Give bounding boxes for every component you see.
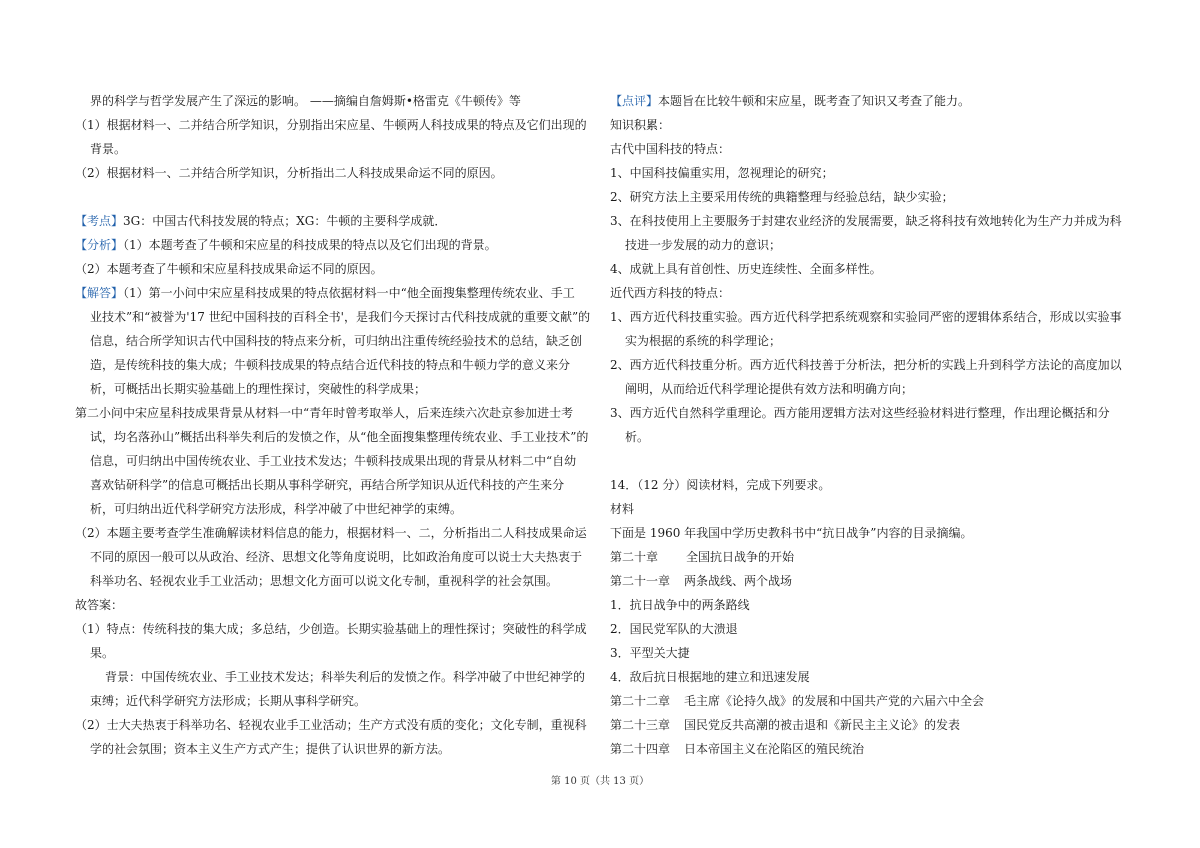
chapter-number: 第二十三章 (610, 718, 671, 732)
toc-chapter (610, 569, 1130, 593)
jieda-text: （1）第一小问中宋应星科技成果的特点依据材料一中“他全面搜集整理传统农业、手工 (123, 286, 575, 300)
fenxi-tag: 【分析】 (75, 238, 124, 252)
jieda-line: 喜欢钻研科学”的信息可概括出长期从事科学研究，再结合所学知识从近代科技的产生来分 (90, 478, 565, 492)
ancient-item: 2、研究方法上主要采用传统的典籍整理与经验总结，缺少实验； (610, 190, 954, 204)
right-column (610, 89, 1130, 761)
ancient-item-cont: 技进一步发展的动力的意识； (625, 238, 782, 252)
fenxi-text: （1）本题考查了牛顿和宋应星的科技成果的特点以及它们出现的背景。 (123, 238, 497, 252)
page-footer: 第 10 页（共 13 页） (550, 776, 650, 787)
chapter-number: 第二十一章 (610, 574, 671, 588)
ancient-item: 1、中国科技偏重实用，忽视理论的研究； (610, 166, 834, 180)
answer-line: 学的社会氛围；资本主义生产方式产生；提供了认识世界的新方法。 (90, 742, 451, 756)
jieda-line: 信息，结合所学知识古代中国科技的特点来分析，可归纳出注重传统经验技术的总结，缺乏创 (90, 334, 583, 348)
question-1-cont: 背景。 (90, 142, 127, 156)
fenxi-line (75, 233, 595, 257)
toc-subitem: 1．抗日战争中的两条路线 (610, 598, 750, 612)
modern-item: 2、西方近代科技重分析。西方近代科技善于分析法，把分析的实践上升到科学方法论的高度加以 (610, 358, 1122, 372)
jieda-line: 析，可概括出长期实验基础上的理性探讨，突破性的科学成果； (90, 382, 427, 396)
material-intro: 下面是 1960 年我国中学历史教科书中“抗日战争”内容的目录摘编。 (610, 526, 973, 540)
ancient-item: 4、成就上具有首创性、历史连续性、全面多样性。 (610, 262, 882, 276)
chapter-title: 国民党反共高潮的被击退和《新民主主义论》的发表 (684, 718, 961, 732)
modern-item-cont: 阐明，从而给近代科学理论提供有效方法和明确方向； (625, 382, 914, 396)
answer-line: （1）特点：传统科技的集大成；多总结，少创造。长期实验基础上的理性探讨；突破性的科学成 (75, 622, 587, 636)
chapter-number: 第二十章 (610, 550, 659, 564)
modern-item-cont: 析。 (625, 430, 650, 444)
toc-subitem: 4．敌后抗日根据地的建立和迅速发展 (610, 670, 810, 684)
chapter-title: 两条战线、两个战场 (684, 574, 793, 588)
dianping-tag: 【点评】 (610, 94, 659, 108)
material-source-line: 界的科学与哲学发展产生了深远的影响。 ——摘编自詹姆斯•格雷克《牛顿传》等 (90, 94, 521, 108)
chapter-number: 第二十二章 (610, 694, 671, 708)
answer-line: 背景：中国传统农业、手工业技术发达；科举失利后的发愤之作。科学冲破了中世纪神学的 (105, 670, 586, 684)
dianping-line (610, 89, 1130, 113)
toc-subitem: 2．国民党军队的大溃退 (610, 622, 738, 636)
kaodian-tag: 【考点】 (75, 214, 124, 228)
jieda-line: （2）本题主要考查学生准确解读材料信息的能力，根据材料一、二，分析指出二人科技成果命运 (75, 526, 587, 540)
answer-line: 果。 (90, 646, 115, 660)
chapter-title: 毛主席《论持久战》的发展和中国共产党的六届六中全会 (684, 694, 985, 708)
question-14: 14．（12 分）阅读材料，完成下列要求。 (610, 478, 831, 492)
jieda-line: 不同的原因一般可以从政治、经济、思想文化等角度说明，比如政治角度可以说士大夫热衷于 (90, 550, 583, 564)
toc-chapter (610, 545, 1130, 569)
jieda-line: 试，均名落孙山”概括出科举失利后的发愤之作，从“他全面搜集整理传统农业、手工业技术”的 (90, 430, 589, 444)
jieda-tag: 【解答】 (75, 286, 124, 300)
toc-subitem: 3．平型关大捷 (610, 646, 690, 660)
toc-chapter (610, 713, 1130, 737)
jieda-line: 信息，可归纳出中国传统农业、手工业技术发达；牛顿科技成果出现的背景从材料二中“自幼 (90, 454, 577, 468)
toc-block (610, 545, 1130, 761)
kaodian-text: 3G：中国古代科技发展的特点；XG：牛顿的主要科学成就． (123, 214, 447, 228)
modern-item: 3、西方近代自然科学重理论。西方能用逻辑方法对这些经验材料进行整理，作出理论概括和分 (610, 406, 1110, 420)
material-label: 材料 (610, 502, 635, 516)
toc-chapter (610, 737, 1130, 761)
left-column (75, 89, 595, 761)
ancient-item: 3、在科技使用上主要服务于封建农业经济的发展需要，缺乏将科技有效地转化为生产力并成为科 (610, 214, 1122, 228)
dianping-text: 本题旨在比较牛顿和宋应星，既考查了知识又考查了能力。 (658, 94, 971, 108)
fenxi-line-2: （2）本题考查了牛顿和宋应星科技成果命运不同的原因。 (75, 262, 383, 276)
ancient-heading: 古代中国科技的特点： (610, 142, 731, 156)
jieda-line: 科举功名、轻视农业手工业活动；思想文化方面可以说文化专制，重视科学的社会氛围。 (90, 574, 559, 588)
jieda-line: 业技术”和“被誉为'17 世纪中国科技的百科全书'，是我们今天探讨古代科技成就的重要文献”的 (90, 310, 591, 324)
toc-chapter (610, 689, 1130, 713)
jieda-line: 造，是传统科技的集大成；牛顿科技成果的特点结合近代科技的特点和牛顿力学的意义来分 (90, 358, 571, 372)
kaodian-line (75, 209, 595, 233)
answer-line: 束缚；近代科学研究方法形成；长期从事科学研究。 (90, 694, 367, 708)
question-2: （2）根据材料一、二并结合所学知识，分析指出二人科技成果命运不同的原因。 (75, 166, 503, 180)
knowledge-heading: 知识积累： (610, 118, 671, 132)
modern-heading: 近代西方科技的特点： (610, 286, 731, 300)
modern-item: 1、西方近代科技重实验。西方近代科学把系统观察和实验同严密的逻辑体系结合，形成以实验事 (610, 310, 1122, 324)
chapter-number: 第二十四章 (610, 742, 671, 756)
jieda-line (75, 281, 595, 305)
question-1: （1）根据材料一、二并结合所学知识，分别指出宋应星、牛顿两人科技成果的特点及它们出现的 (75, 118, 587, 132)
answer-line: （2）士大夫热衷于科举功名、轻视农业手工业活动；生产方式没有质的变化；文化专制，重视科 (75, 718, 587, 732)
chapter-title: 日本帝国主义在沦陷区的殖民统治 (684, 742, 865, 756)
jieda-line: 析，可归纳出近代科学研究方法形成，科学冲破了中世纪神学的束缚。 (90, 502, 463, 516)
jieda-line: 第二小问中宋应星科技成果背景从材料一中“青年时曾考取举人，后来连续六次赴京参加进士考 (75, 406, 574, 420)
answer-heading: 故答案： (75, 598, 124, 612)
modern-item-cont: 实为根据的系统的科学理论； (625, 334, 782, 348)
chapter-title: 全国抗日战争的开始 (686, 550, 795, 564)
